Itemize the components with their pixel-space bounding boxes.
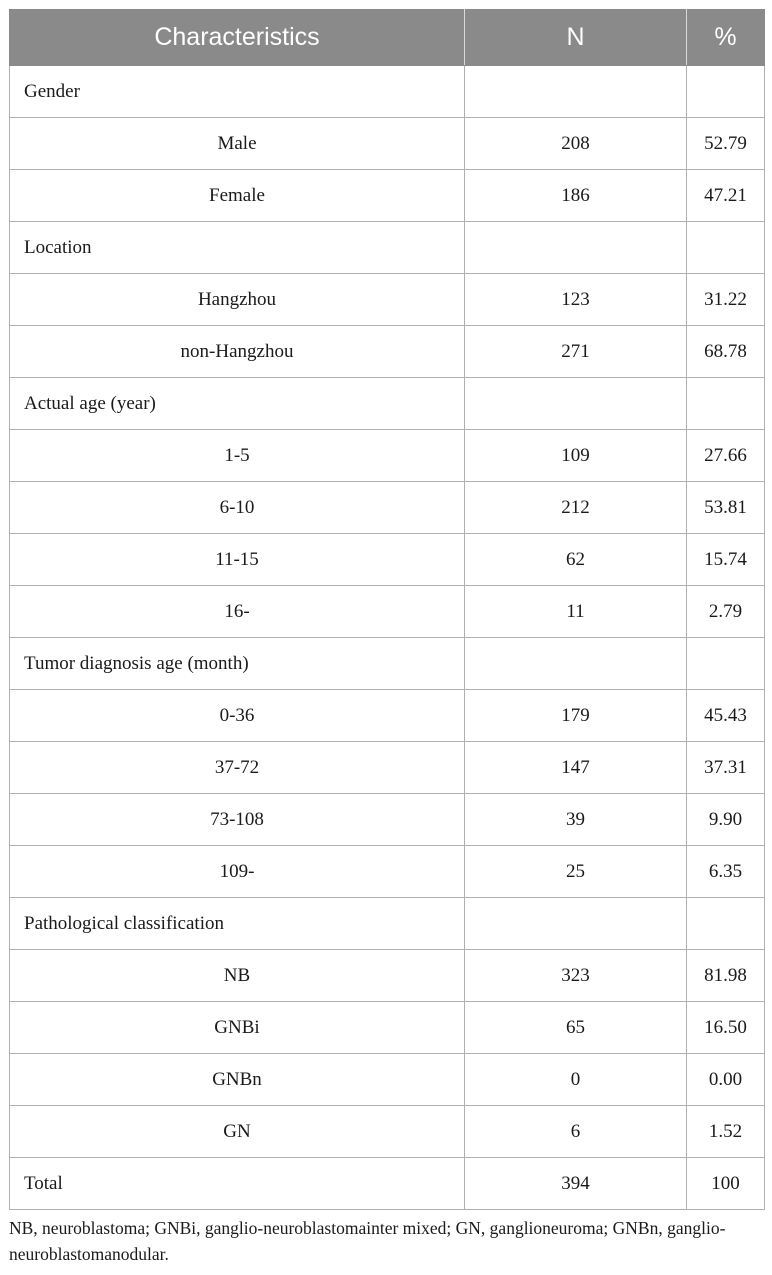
row-n: [465, 898, 687, 950]
header-characteristics: Characteristics: [10, 10, 465, 66]
row-label: GN: [10, 1106, 465, 1158]
row-percent: 47.21: [687, 170, 765, 222]
row-n: 271: [465, 326, 687, 378]
table-row: [10, 118, 765, 170]
row-n: [465, 638, 687, 690]
row-label: 73-108: [10, 794, 465, 846]
group-row-diagnosis-age: [10, 638, 765, 690]
row-percent: 0.00: [687, 1054, 765, 1106]
row-n: 11: [465, 586, 687, 638]
row-n: 212: [465, 482, 687, 534]
table-row: [10, 170, 765, 222]
row-percent: 53.81: [687, 482, 765, 534]
row-label: 0-36: [10, 690, 465, 742]
row-label: Total: [10, 1158, 465, 1210]
row-label: GNBn: [10, 1054, 465, 1106]
row-percent: 15.74: [687, 534, 765, 586]
row-percent: [687, 898, 765, 950]
header-n: N: [465, 10, 687, 66]
row-percent: 1.52: [687, 1106, 765, 1158]
row-percent: 68.78: [687, 326, 765, 378]
row-n: 394: [465, 1158, 687, 1210]
table-row: [10, 742, 765, 794]
row-percent: 100: [687, 1158, 765, 1210]
row-n: 147: [465, 742, 687, 794]
row-percent: 52.79: [687, 118, 765, 170]
row-n: 208: [465, 118, 687, 170]
row-percent: [687, 378, 765, 430]
row-label: 6-10: [10, 482, 465, 534]
table-row: [10, 794, 765, 846]
row-percent: 45.43: [687, 690, 765, 742]
row-n: 186: [465, 170, 687, 222]
row-n: [465, 66, 687, 118]
table-row: [10, 430, 765, 482]
row-label: GNBi: [10, 1002, 465, 1054]
row-n: [465, 378, 687, 430]
row-label: Actual age (year): [10, 378, 465, 430]
table-footnote: NB, neuroblastoma; GNBi, ganglio-neuroblastomainter mixed; GN, ganglioneuroma; GNBn, ganglio-neuroblastomanodular.: [9, 1218, 726, 1264]
group-row-gender: [10, 66, 765, 118]
table-row: [10, 1054, 765, 1106]
row-percent: 37.31: [687, 742, 765, 794]
row-label: 16-: [10, 586, 465, 638]
row-label: 37-72: [10, 742, 465, 794]
row-label: Female: [10, 170, 465, 222]
row-percent: 31.22: [687, 274, 765, 326]
row-label: Hangzhou: [10, 274, 465, 326]
row-label: Tumor diagnosis age (month): [10, 638, 465, 690]
row-n: 109: [465, 430, 687, 482]
row-n: 123: [465, 274, 687, 326]
row-label: Gender: [10, 66, 465, 118]
row-percent: 27.66: [687, 430, 765, 482]
table-row: [10, 534, 765, 586]
header-row: [10, 10, 765, 66]
row-n: 62: [465, 534, 687, 586]
row-n: 39: [465, 794, 687, 846]
table-row: [10, 326, 765, 378]
row-label: Location: [10, 222, 465, 274]
header-percent: %: [687, 10, 765, 66]
row-n: 179: [465, 690, 687, 742]
row-percent: [687, 638, 765, 690]
group-row-location: [10, 222, 765, 274]
table-row: [10, 690, 765, 742]
row-percent: 2.79: [687, 586, 765, 638]
characteristics-table: [9, 9, 765, 1210]
row-percent: 9.90: [687, 794, 765, 846]
table-row: [10, 586, 765, 638]
row-percent: 81.98: [687, 950, 765, 1002]
row-n: 6: [465, 1106, 687, 1158]
row-percent: 16.50: [687, 1002, 765, 1054]
row-label: 11-15: [10, 534, 465, 586]
group-row-pathological: [10, 898, 765, 950]
row-n: 65: [465, 1002, 687, 1054]
row-percent: [687, 222, 765, 274]
row-label: non-Hangzhou: [10, 326, 465, 378]
table-row: [10, 1106, 765, 1158]
table-row: [10, 482, 765, 534]
total-row: [10, 1158, 765, 1210]
table-row: [10, 274, 765, 326]
row-label: Pathological classification: [10, 898, 465, 950]
row-n: 323: [465, 950, 687, 1002]
row-label: 1-5: [10, 430, 465, 482]
row-n: [465, 222, 687, 274]
row-percent: 6.35: [687, 846, 765, 898]
row-label: 109-: [10, 846, 465, 898]
row-percent: [687, 66, 765, 118]
row-n: 25: [465, 846, 687, 898]
row-label: Male: [10, 118, 465, 170]
row-n: 0: [465, 1054, 687, 1106]
table-row: [10, 950, 765, 1002]
group-row-actual-age: [10, 378, 765, 430]
row-label: NB: [10, 950, 465, 1002]
table-row: [10, 1002, 765, 1054]
table-row: [10, 846, 765, 898]
